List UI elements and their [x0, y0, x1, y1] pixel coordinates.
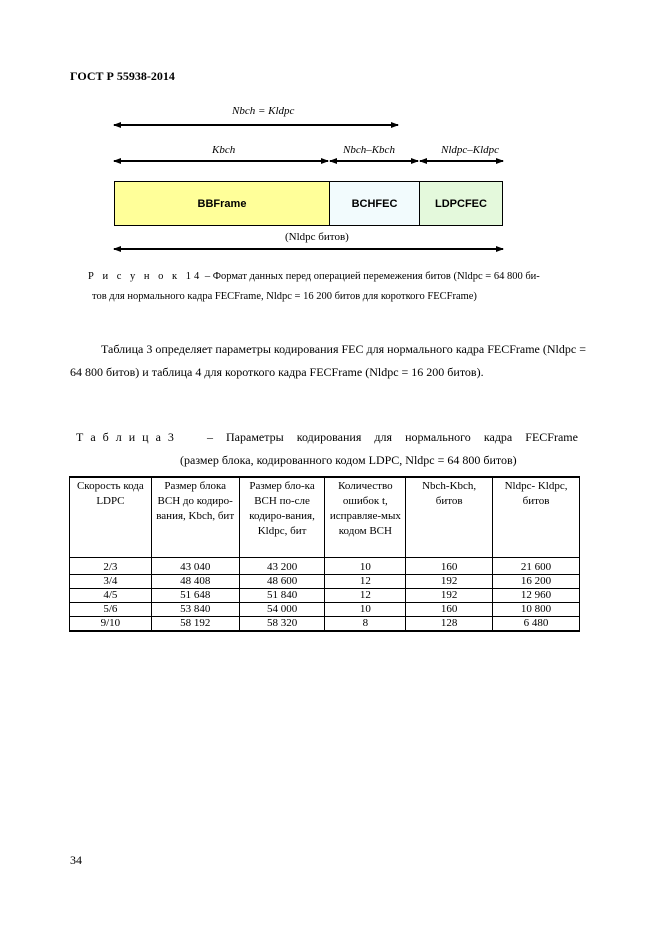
table-cell: 2/3 — [70, 558, 152, 575]
table-cell: 8 — [325, 617, 406, 632]
label-nldpc-kldpc: Nldpc–Kldpc — [441, 144, 500, 156]
label-nldpc-bits: (Nldpc битов) — [285, 231, 349, 243]
table-cell: 53 840 — [151, 603, 239, 617]
table-row — [70, 558, 580, 575]
body-paragraph: Таблица 3 определяет параметры кодирования FEC для нормального кадра FECFrame (Nldpc = 64 800 битов) и таблица 4 для короткого кадра FECFrame (Nldpc = 16 200 битов). — [70, 342, 586, 379]
table-row — [70, 589, 580, 603]
table-cell: 192 — [406, 575, 493, 589]
caption-line2: тов для нормального кадра FECFrame, Nldpc = 16 200 битов для короткого FECFrame) — [92, 291, 477, 302]
table-cell: 3/4 — [70, 575, 152, 589]
table-header-row — [70, 477, 580, 558]
table-caption-word: для — [374, 430, 393, 444]
table-cell: 48 408 — [151, 575, 239, 589]
table-cell: 43 040 — [151, 558, 239, 575]
table-cell: 9/10 — [70, 617, 152, 632]
document-header: ГОСТ Р 55938-2014 — [70, 69, 175, 83]
table-caption-word: FECFrame — [525, 430, 578, 444]
caption-line1: – Формат данных перед операцией перемежения битов (Nldpc = 64 800 би- — [202, 271, 540, 282]
header-kbch: Размер блока BCH до кодиро-вания, Kbch, бит — [151, 477, 239, 558]
table-caption-line2: (размер блока, кодированного кодом LDPC, Nldpc = 64 800 битов) — [180, 453, 517, 467]
table-cell: 10 — [325, 603, 406, 617]
block-ldpcfec: LDPCFEC — [419, 181, 503, 226]
table-cell: 10 — [325, 558, 406, 575]
table-cell: 128 — [406, 617, 493, 632]
table-row — [70, 575, 580, 589]
table-cell: 192 — [406, 589, 493, 603]
table-row — [70, 617, 580, 632]
table-caption-line1 — [76, 430, 578, 445]
table-cell: 58 320 — [239, 617, 325, 632]
table-cell: 48 600 — [239, 575, 325, 589]
table-cell: 58 192 — [151, 617, 239, 632]
table-cell: 21 600 — [493, 558, 580, 575]
label-nbch-kbch: Nbch–Kbch — [343, 144, 395, 156]
table-cell: 5/6 — [70, 603, 152, 617]
table-caption-dash: – — [206, 430, 213, 444]
table-row — [70, 603, 580, 617]
table-label: Т а б л и ц а 3 — [76, 430, 176, 444]
block-bbframe: BBFrame — [114, 181, 330, 226]
table-cell: 160 — [406, 603, 493, 617]
table-cell: 12 — [325, 575, 406, 589]
label-nbch-eq-kldpc: Nbch = Kldpc — [232, 105, 295, 117]
table-caption-word: нормального — [405, 430, 471, 444]
table-cell: 51 840 — [239, 589, 325, 603]
header-kldpc: Размер бло-ка BCH по-сле кодиро-вания, Kldpc, бит — [239, 477, 325, 558]
table-cell: 10 800 — [493, 603, 580, 617]
page-number: 34 — [70, 853, 82, 867]
table-cell: 43 200 — [239, 558, 325, 575]
header-nbch-kbch: Nbch-Kbch, битов — [406, 477, 493, 558]
table-cell: 12 — [325, 589, 406, 603]
table-caption-word: кадра — [483, 430, 513, 444]
caption-prefix: Р и с у н о к 14 — [88, 271, 203, 282]
table-cell: 12 960 — [493, 589, 580, 603]
table-cell: 6 480 — [493, 617, 580, 632]
table-cell: 51 648 — [151, 589, 239, 603]
header-error-count: Количество ошибок t, исправляе-мых кодом BCH — [325, 477, 406, 558]
label-kbch: Kbch — [212, 144, 236, 156]
table-cell: 16 200 — [493, 575, 580, 589]
block-bchfec: BCHFEC — [329, 181, 420, 226]
header-nldpc-kldpc: Nldpc- Kldpc, битов — [493, 477, 580, 558]
table-caption-word: кодирования — [296, 430, 362, 444]
table-caption-word: Параметры — [226, 430, 284, 444]
figure-caption — [88, 267, 558, 307]
table-cell: 4/5 — [70, 589, 152, 603]
fec-parameters-table — [69, 476, 580, 632]
table-cell: 160 — [406, 558, 493, 575]
table-cell: 54 000 — [239, 603, 325, 617]
header-code-rate: Скорость кода LDPC — [70, 477, 152, 558]
